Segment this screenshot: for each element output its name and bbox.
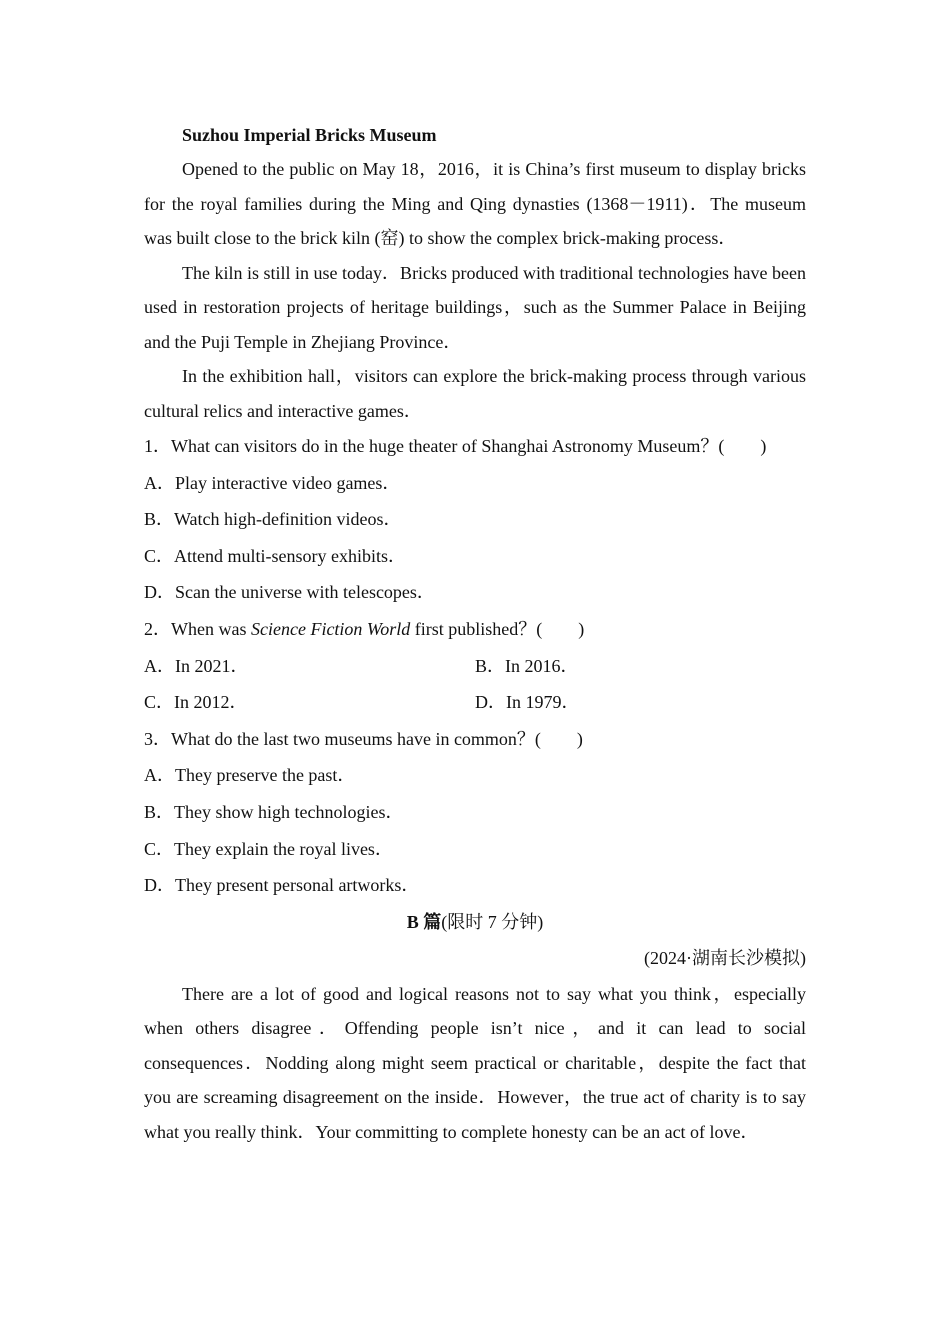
question-2-option-c: C．In 2012． bbox=[144, 692, 248, 713]
section-b-title-bold: B 篇 bbox=[406, 911, 442, 932]
museum-paragraph-1: Opened to the public on May 18，2016，it is China’s first museum to display bricks for the royal families during the Ming and Qing dynasties (1368－1911)．The museum was built close to the brick kiln (窑) to show the complex brick-making process． bbox=[144, 159, 806, 248]
question-3-option-b: B．They show high technologies． bbox=[144, 801, 404, 822]
question-3-option-a: A．They preserve the past． bbox=[144, 765, 356, 786]
museum-title: Suzhou Imperial Bricks Museum bbox=[182, 125, 437, 145]
document-page bbox=[144, 118, 806, 1149]
question-3-option-c: C．They explain the royal lives． bbox=[144, 838, 393, 859]
question-1-option-d: D．Scan the universe with telescopes． bbox=[144, 582, 435, 603]
question-3 bbox=[144, 721, 806, 904]
section-b-paragraph: There are a lot of good and logical reasons not to say what you think，especially when others disagree．Offending people isn’t nice，and it can lead to social consequences．Nodding along might seem practical or charitable，despite the fact that you are screaming disagreement on the inside．However，the true act of charity is to say what you really think．Your committing to complete honesty can be an act of love． bbox=[144, 983, 806, 1142]
question-2-options-row-1 bbox=[144, 648, 806, 685]
question-2-options-row-2 bbox=[144, 684, 806, 721]
question-2-stem bbox=[144, 611, 806, 648]
question-2-option-b: B．In 2016． bbox=[475, 655, 579, 676]
question-2-magazine-title: Science Fiction World bbox=[250, 618, 411, 639]
question-2-option-d: D．In 1979． bbox=[475, 692, 580, 713]
question-1-stem: 1．What can visitors do in the huge theater of Shanghai Astronomy Museum？( ) bbox=[144, 436, 767, 456]
question-3-stem: 3．What do the last two museums have in common？( ) bbox=[144, 728, 583, 749]
museum-paragraph-2: The kiln is still in use today．Bricks produced with traditional technologies have been used in restoration projects of heritage buildings，such as the Summer Palace in Beijing and the Puji Temple in Zhejiang Province． bbox=[144, 262, 806, 352]
question-1 bbox=[144, 428, 806, 611]
museum-paragraph-3: In the exhibition hall，visitors can explore the brick-making process through various cultural relics and interactive games． bbox=[144, 366, 806, 421]
question-2 bbox=[144, 611, 806, 721]
section-b-time-limit: (限时 7 分钟) bbox=[441, 911, 544, 932]
question-1-option-c: C．Attend multi-sensory exhibits． bbox=[144, 545, 406, 566]
question-3-option-d: D．They present personal artworks． bbox=[144, 875, 420, 896]
question-1-option-b: B．Watch high-definition videos． bbox=[144, 509, 402, 530]
question-1-option-a: A．Play interactive video games． bbox=[144, 472, 401, 493]
question-2-stem-prefix: 2．When was bbox=[144, 618, 251, 639]
question-2-stem-suffix: first published？( ) bbox=[410, 618, 585, 639]
question-2-option-a: A．In 2021． bbox=[144, 655, 249, 676]
section-b-title bbox=[144, 904, 806, 941]
section-b-source: (2024·湖南长沙模拟) bbox=[644, 948, 806, 969]
